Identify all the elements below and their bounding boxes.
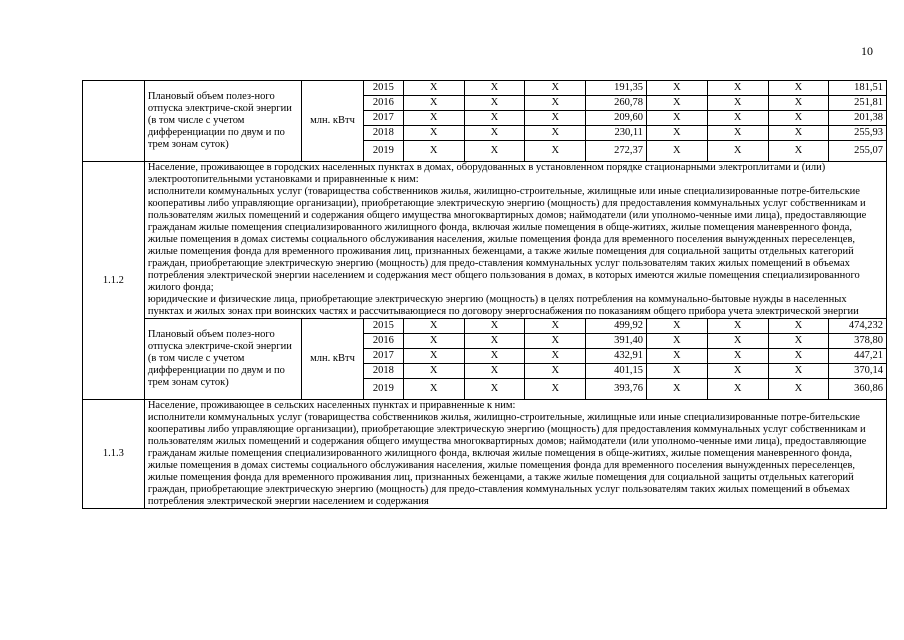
value-cell: 393,76	[586, 379, 647, 400]
x-cell: X	[646, 141, 707, 162]
x-cell: X	[464, 349, 525, 364]
x-cell: X	[646, 126, 707, 141]
x-cell: X	[768, 319, 829, 334]
x-cell: X	[464, 379, 525, 400]
x-cell: X	[768, 379, 829, 400]
x-cell: X	[646, 81, 707, 96]
x-cell: X	[464, 111, 525, 126]
unit-label: млн. кВтч	[302, 81, 364, 162]
category-description	[144, 162, 886, 319]
table-row	[83, 400, 887, 509]
description-paragraph: юридические и физические лица, приобретающие электрическую энергию (мощность) в целях потребления на коммунально-бытовые нужды в населенных пунктах и жилых зонах при воинских частях и рассчитывающиеся по договору энергоснабжения по показаниям общего прибора учета электрической энергии	[147, 294, 859, 317]
x-cell: X	[646, 319, 707, 334]
year-cell: 2019	[363, 379, 403, 400]
description-paragraph: исполнители коммунальных услуг (товарищества собственников жилья, жилищно-строительные, жилищные или иные специализированные потре-бительские кооперативы либо управляющие организации), приобретающие электрическую энергию (мощность) для предоставления коммунальных услуг собственникам и пользователям жилых помещений и содержания общего имущества многоквартирных домов; наймодатели (или уполномо-ченные ими лица), предоставляющие гражданам жилые помещения специализированного жилищного фонда, включая жилые помещения в обще-житиях, жилые помещения маневренного фонда, жилые помещения в домах системы социального обслуживания населения, жилые помещения фонда для временного поселения вынужденных переселенцев, жилые помещения фонда для временного проживания лиц, признанных беженцами, а также жилые помещения для социальной защиты отдельных категорий граждан, приобретающие электрическую энергию (мощность) для предо-ставления коммунальных услуг пользователям таких жилых помещений в объемах потребления электрической энергии населением и содержания мест общего пользования в домах, в которых имеются жилые помещения специализированного жилого фонда;	[147, 186, 867, 293]
x-cell: X	[403, 334, 464, 349]
x-cell: X	[464, 319, 525, 334]
x-cell: X	[403, 81, 464, 96]
x-cell: X	[646, 334, 707, 349]
value-cell: 378,80	[829, 334, 887, 349]
x-cell: X	[403, 96, 464, 111]
year-cell: 2016	[363, 96, 403, 111]
x-cell: X	[646, 111, 707, 126]
x-cell: X	[403, 379, 464, 400]
category-description	[144, 400, 886, 509]
x-cell: X	[707, 364, 768, 379]
year-cell: 2018	[363, 126, 403, 141]
x-cell: X	[525, 111, 586, 126]
row-number: 1.1.2	[83, 162, 145, 400]
x-cell: X	[646, 96, 707, 111]
value-cell: 474,232	[829, 319, 887, 334]
x-cell: X	[707, 349, 768, 364]
x-cell: X	[403, 364, 464, 379]
table-row	[83, 81, 887, 96]
x-cell: X	[464, 96, 525, 111]
year-cell: 2019	[363, 141, 403, 162]
x-cell: X	[464, 81, 525, 96]
indicator-label: Плановый объем полез-ного отпуска электриче-ской энергии (в том числе с учетом дифференциации по двум и по трем зонам суток)	[144, 81, 301, 162]
row-number	[83, 81, 145, 162]
x-cell: X	[768, 111, 829, 126]
value-cell: 391,40	[586, 334, 647, 349]
tariff-table	[82, 80, 887, 509]
description-paragraph: исполнители коммунальных услуг (товарищества собственников жилья, жилищно-строительные, жилищные или иные специализированные потре-бительские кооперативы либо управляющие организации), приобретающие электрическую энергию (мощность) для предоставления коммунальных услуг собственникам и пользователям жилых помещений и содержания общего имущества многоквартирных домов; наймодатели (или уполномо-ченные ими лица), предоставляющие гражданам жилые помещения специализированного жилищного фонда, включая жилые помещения в обще-житиях, жилые помещения маневренного фонда, жилые помещения в домах системы социального обслуживания населения, жилые помещения фонда для временного поселения вынужденных переселенцев, жилые помещения фонда для временного проживания лиц, признанных беженцами, а также жилые помещения для социальной защиты отдельных категорий граждан, приобретающие электрическую энергию (мощность) для предо-ставления коммунальных услуг пользователям таких жилых помещений в объемах потребления электрической энергии населением и содержания	[147, 412, 867, 507]
year-cell: 2015	[363, 81, 403, 96]
x-cell: X	[525, 141, 586, 162]
description-paragraph: Население, проживающее в сельских населенных пунктах и приравненные к ним:	[147, 400, 516, 411]
x-cell: X	[646, 379, 707, 400]
table-row	[83, 319, 887, 334]
x-cell: X	[707, 334, 768, 349]
year-cell: 2017	[363, 111, 403, 126]
x-cell: X	[768, 81, 829, 96]
value-cell: 191,35	[586, 81, 647, 96]
value-cell: 272,37	[586, 141, 647, 162]
value-cell: 401,15	[586, 364, 647, 379]
x-cell: X	[403, 319, 464, 334]
x-cell: X	[525, 364, 586, 379]
unit-label: млн. кВтч	[302, 319, 364, 400]
value-cell: 181,51	[829, 81, 887, 96]
x-cell: X	[768, 364, 829, 379]
x-cell: X	[403, 111, 464, 126]
x-cell: X	[768, 334, 829, 349]
x-cell: X	[707, 379, 768, 400]
x-cell: X	[403, 126, 464, 141]
x-cell: X	[525, 96, 586, 111]
page-number: 10	[861, 44, 873, 58]
x-cell: X	[768, 349, 829, 364]
value-cell: 230,11	[586, 126, 647, 141]
year-cell: 2018	[363, 364, 403, 379]
year-cell: 2017	[363, 349, 403, 364]
value-cell: 370,14	[829, 364, 887, 379]
row-number: 1.1.3	[83, 400, 145, 509]
x-cell: X	[525, 334, 586, 349]
x-cell: X	[464, 141, 525, 162]
value-cell: 499,92	[586, 319, 647, 334]
x-cell: X	[525, 379, 586, 400]
x-cell: X	[403, 349, 464, 364]
x-cell: X	[525, 319, 586, 334]
x-cell: X	[707, 126, 768, 141]
x-cell: X	[768, 126, 829, 141]
description-paragraph: Население, проживающее в городских населенных пунктах в домах, оборудованных в установленном порядке стационарными электроплитами и (или) электроотопительными установками и приравненные к ним:	[147, 162, 826, 185]
x-cell: X	[464, 126, 525, 141]
x-cell: X	[525, 349, 586, 364]
x-cell: X	[464, 334, 525, 349]
value-cell: 360,86	[829, 379, 887, 400]
value-cell: 201,38	[829, 111, 887, 126]
table-row	[83, 162, 887, 319]
x-cell: X	[768, 141, 829, 162]
value-cell: 260,78	[586, 96, 647, 111]
x-cell: X	[707, 81, 768, 96]
value-cell: 447,21	[829, 349, 887, 364]
value-cell: 255,93	[829, 126, 887, 141]
x-cell: X	[707, 96, 768, 111]
x-cell: X	[707, 111, 768, 126]
indicator-label: Плановый объем полез-ного отпуска электриче-ской энергии (в том числе с учетом дифференциации по двум и по трем зонам суток)	[144, 319, 301, 400]
value-cell: 209,60	[586, 111, 647, 126]
x-cell: X	[525, 81, 586, 96]
year-cell: 2015	[363, 319, 403, 334]
x-cell: X	[768, 96, 829, 111]
x-cell: X	[646, 349, 707, 364]
value-cell: 255,07	[829, 141, 887, 162]
value-cell: 432,91	[586, 349, 647, 364]
x-cell: X	[525, 126, 586, 141]
x-cell: X	[464, 364, 525, 379]
x-cell: X	[707, 319, 768, 334]
value-cell: 251,81	[829, 96, 887, 111]
x-cell: X	[707, 141, 768, 162]
year-cell: 2016	[363, 334, 403, 349]
x-cell: X	[403, 141, 464, 162]
x-cell: X	[646, 364, 707, 379]
